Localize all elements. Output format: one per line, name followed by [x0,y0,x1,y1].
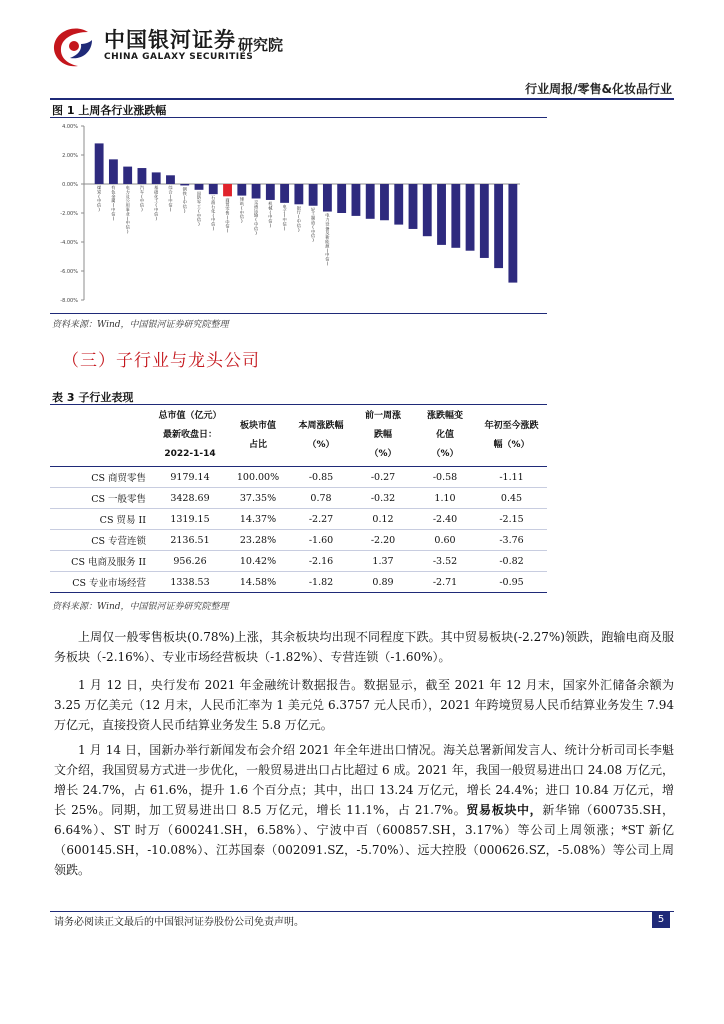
chart-bar [366,184,375,219]
report-tag: 行业周报/零售&化妆品行业 [525,82,672,96]
chart-category-label: 综合(中信) [168,185,173,212]
chart-category-label: 国防军工(中信) [196,190,202,227]
table-row-label: CS 专营连锁 [91,536,146,547]
table-row-label: CS 电商及服务 II [71,557,146,568]
chart-bar [252,184,261,199]
paragraph-3-part-a: 1 月 14 日，国新办举行新闻发布会介绍 2021 年全年进出口情况。海关总署新闻发言人、统计分析司司长李魁文介绍，我国贸易方式进一步优化，一般贸易进出口占比超过 6 成。2021 年，我国一般贸易进出口 24.08 万亿元，增长 24.7%，占 61.6%，提升 1.6 个百分点；其中，出口 13.24 万亿元，增长 24.4%；进口 10.84 万亿元，增长 25%。同期，加工贸易进出口 8.5 万亿元，增长 11.1%，占 21.7%。 [54,743,674,817]
table-cell: 1.10 [434,492,456,504]
chart-category-label: 煤炭(中信) [97,185,102,212]
table-cell: 956.26 [173,555,207,567]
chart-bar [266,184,275,200]
chart-bar [294,184,303,204]
table-cell: -0.32 [370,492,396,504]
chart-bar [352,184,361,216]
chart-category-label: 银行(中信) [296,205,301,233]
table-cell: -1.82 [308,576,334,588]
table-header-cell: 涨跌幅变 化值 （%） [426,411,463,459]
table-header-cell: 板块市值 占比 [239,420,276,450]
table-cell: 3428.69 [170,492,210,504]
table-row [50,530,547,551]
chart-category-label: 电子(中信) [282,203,287,231]
paragraph-3-bold: 贸易板块中， [466,803,543,817]
figure-bottom-rule [50,313,547,314]
chart-bar [152,172,161,184]
chart-y-tick-label: -6.00% [60,269,78,275]
table-cell: -2.20 [370,534,396,546]
chart-bar [337,184,346,213]
chart-bar [409,184,418,229]
table-cell: -0.58 [432,471,458,483]
chart-bar [380,184,389,220]
table-cell: -0.85 [308,471,334,483]
subindustry-table [50,404,547,593]
footer-disclaimer: 请务必阅读正文最后的中国银河证券股份公司免责声明。 [54,917,304,928]
chart-y-tick-label: -2.00% [60,211,78,217]
table-cell: 2136.51 [170,534,210,546]
table-cell: -3.76 [499,534,524,546]
table-header-cell: 本周涨跌幅 （%） [298,420,344,450]
table-cell: 0.45 [500,492,523,504]
industry-change-bar-chart [50,118,547,312]
table-cell: -0.27 [370,471,396,483]
galaxy-logo-icon [48,22,98,72]
chart-bar [309,184,318,206]
table-cell: -3.52 [432,555,458,567]
chart-bar [423,184,432,236]
chart-bar [195,184,204,190]
chart-y-tick-label: 4.00% [62,124,78,130]
table-header-row [50,405,547,467]
chart-bar [223,184,232,196]
chart-category-label: 轻工制造(中信) [311,206,316,243]
table-cell: 0.12 [372,513,394,525]
table-header-blank [50,405,154,467]
table-cell: -2.71 [432,576,458,588]
table-cell: -0.95 [499,576,524,588]
paragraph-1: 上周仅一般零售板块(0.78%)上涨，其余板块均出现不同程度下跌。其中贸易板块(-2.27%)领跌，跑输电商及服务板块（-2.16%）、专业市场经营板块（-1.82%）、专营连锁（-1.60%）。 [54,630,674,664]
figure-title: 图 1 上周各行业涨跌幅 [52,104,167,117]
chart-bar [323,184,332,212]
table-title: 表 3 子行业表现 [52,391,134,404]
chart-y-tick-label: -8.00% [60,298,78,304]
table-cell: -2.40 [432,513,458,525]
chart-bar [451,184,460,248]
brand-name-cn: 中国银河证券 [104,28,236,52]
chart-category-label: 交通运输(中信) [253,199,259,236]
figure-source: 资料来源：Wind，中国银河证券研究院整理 [52,320,229,330]
brand-name-en: CHINA GALAXY SECURITIES [104,52,254,62]
chart-bar [437,184,446,245]
table-cell: -2.16 [308,555,334,567]
table-row-label: CS 贸易 II [99,515,146,526]
table-cell: -0.82 [499,555,524,567]
table-cell: 1.37 [372,555,394,567]
chart-bar [166,175,175,184]
chart-bar [237,184,246,196]
chart-bar [466,184,475,251]
chart-category-label: 商贸零售(中信) [225,197,230,234]
table-cell: 1319.15 [170,513,210,525]
chart-bar [138,168,147,184]
chart-category-label: 建筑(中信) [239,196,244,224]
table-source: 资料来源：Wind，中国银河证券研究院整理 [52,602,229,612]
chart-category-label: 钢铁(中信) [182,186,187,214]
chart-category-label: 基础化工(中信) [154,185,159,221]
table-cell: 23.28% [239,534,277,546]
chart-bar [180,184,189,185]
chart-y-tick-label: -4.00% [60,240,78,246]
table-cell: 0.78 [310,492,332,504]
brand-subtitle: 研究院 [238,36,284,54]
table-row [50,551,547,572]
table-cell: 14.58% [239,576,277,588]
table-cell: 37.35% [239,492,277,504]
chart-category-label: 石油石化(中信) [211,195,216,231]
table-cell: 1338.53 [170,576,210,588]
chart-category-label: 有色金属(中信) [111,185,116,221]
table-cell: -2.15 [499,513,524,525]
chart-category-label: 机械(中信) [268,200,273,228]
chart-bar [394,184,403,225]
chart-bar [123,167,132,184]
chart-bar [508,184,517,283]
table-cell: 14.37% [239,513,277,525]
chart-bar [95,143,104,184]
chart-y-tick-label: 0.00% [62,182,78,188]
chart-category-label: 电力设备及新能源(中信) [325,212,330,266]
table-cell: 0.60 [434,534,456,546]
paragraph-3 [54,740,674,880]
table-header-cell: 前一周涨 跌幅 （%） [364,411,401,459]
table-row [50,467,547,488]
chart-bar [494,184,503,268]
table-header-cell: 总市值（亿元） 最新收盘日： 2022-1-14 [158,411,222,459]
paragraph-2: 1 月 12 日，央行发布 2021 年金融统计数据报告。数据显示，截至 2021 年 12 月末，国家外汇储备余额为 3.25 万亿美元（12 月末，人民币汇率为 1 美元兑 6.3757 元人民币），2021 年跨境贸易人民币结算业务发生 7.94 万亿元，直接投资人民币结算业务发生 5.8 万亿元。 [54,678,674,732]
section-heading: （三）子行业与龙头公司 [62,351,260,371]
chart-category-label: 汽车(中信) [139,185,145,212]
chart-y-tick-label: 2.00% [62,153,78,159]
footer-divider [50,911,674,912]
table-row [50,509,547,530]
table-header-cell: 年初至今涨跌 幅（%） [484,420,539,450]
table-row-label: CS 专业市场经营 [72,578,146,589]
chart-bar [480,184,489,258]
paragraph-3-part-b: 新华锦（600735.SH，6.64%）、ST 时万（600241.SH，6.58%）、宁波中百（600857.SH，3.17%）等公司上周领涨；*ST 新亿（600145.SH，-10.08%）、江苏国泰（002091.SZ，-5.70%）、远大控股（000626.SZ，-5.08%）等公司上周领跌。 [54,803,674,877]
table-cell: 10.42% [239,555,277,567]
table-cell: -1.11 [499,471,524,483]
table-cell: 100.00% [236,471,280,483]
table-row-label: CS 商贸零售 [91,473,146,484]
table-row [50,488,547,509]
table-cell: 0.89 [372,576,394,588]
chart-category-label: 电力及公用事业(中信) [125,185,130,234]
chart-bar [209,184,218,194]
table-row [50,572,547,593]
page-number: 5 [652,912,670,928]
table-row-label: CS 一般零售 [91,494,146,505]
table-cell: -2.27 [308,513,334,525]
table-cell: 9179.14 [170,471,210,483]
table-cell: -1.60 [308,534,334,546]
chart-bar [280,184,289,203]
chart-bar [109,159,118,184]
header-divider [50,98,674,100]
